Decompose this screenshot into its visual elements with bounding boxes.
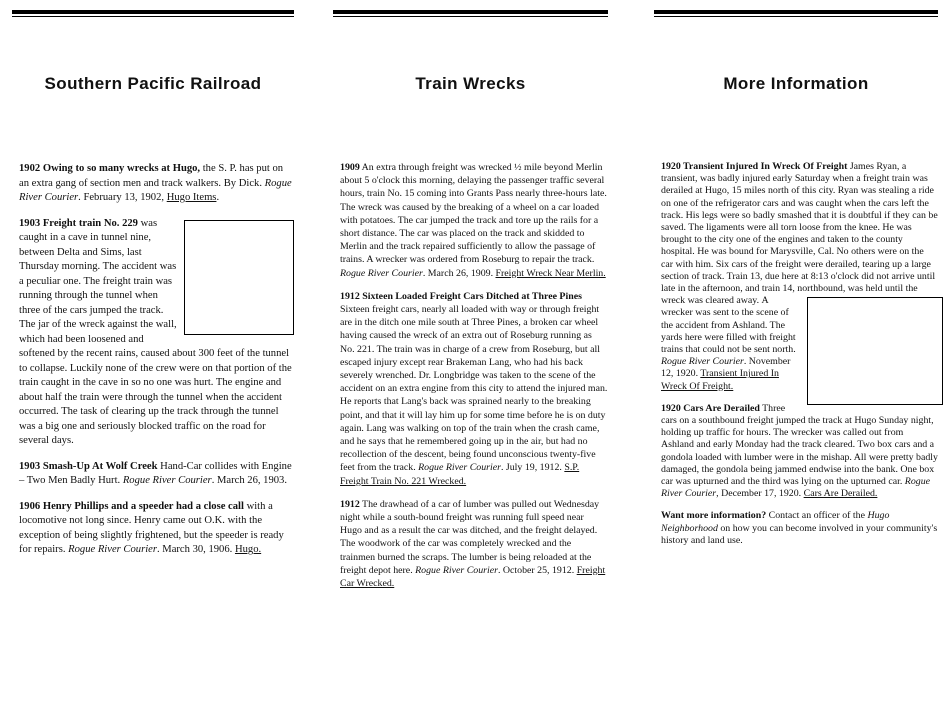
article-text: A wrecker was sent to the scene of the accident from Ashland. The yards here were filled with freight trains that could not be sent north. [661,295,796,356]
article-1906 [19,500,294,558]
column-body [340,161,608,600]
top-rule-thick [12,10,294,14]
article-source: Rogue River Courier [122,475,212,486]
article-lead: 1912 [340,498,360,510]
column-heading: Train Wrecks [415,74,526,93]
article-text: was caught in a cave in tunnel nine, between Delta and Sims, last Thursday morning. The accident was a peculiar one. The freight train was running through the tunnel when three of the cars jumped the track. The jar of the wreck against the wall, which had been loosened and softened by the recent rains, caused about 300 feet of the tunnel to collapse. Luckily none of the crew were on that portion of the train caught in the cave in so no one was hurt. The engine and about half the train were through the tunnel when the accident occurred. The task of clearing up the track through the tunnel was a big one and seriously blocked traffic on the road for several days. [19,217,292,446]
article-text: James Ryan, a transient, was badly injured early Saturday when a freight train was derailed at Hugo, 15 miles north of this city. Ryan was stealing a ride on one of the refrigerator cars and was caught when the cars left the track. His legs were so badly smashed that it is doubtful if they can be saved. The ligaments were all torn loose from the knee. He was brought to the city one of the engines and taken to the county hospital. He was bound for Marysville, Cal. No others were on the car with him. Six cars of the freight were derailed, tearing up a large section of track. Train 13, due here at 8:13 o'clock did not arrive until late in the afternoon, and train 14, northbound, was held until the wreck was cleared away. [661,161,938,307]
article-source: Rogue River Courier [418,462,501,474]
article-source: Rogue River Courier [661,356,744,368]
article-1912-three-pines [340,290,608,488]
article-text: The drawhead of a car of lumber was pulled out Wednesday night while a south-bound freight was running full speed near Hugo and as a result the car was ditched, and the freight delayed. The woodwork of the car was completely wrecked and the trainmen burned the scraps. The lumber is being reloaded at the freight depot here. [340,498,600,576]
article-lead: 1912 Sixteen Loaded Freight Cars Ditched at Three Pines [340,290,582,302]
article-date: . October 25, 1912. [497,564,577,576]
top-rule-thin [12,16,294,17]
article-text: Hand-Car collides with Engine – Two Men Badly Hurt. [19,460,292,486]
article-source: Rogue River Courier [68,544,157,555]
article-citation-link[interactable]: Cars Are Derailed. [803,488,878,500]
article-text: the S. P. has put on an extra gang of section men and track walkers. By Dick. [19,163,284,189]
more-info-paragraph [661,510,938,547]
article-date: , December 17, 1920. [716,488,804,500]
article-date: . July 19, 1912. [500,462,565,474]
column-body [661,161,938,557]
article-text: Three cars on a southbound freight jumped the track at Hugo Sunday night, holding up traffic for hours. The wrecker was called out from Ashland and early Monday had the track cleared. Two box cars and a gondola loaded with lumber were in the mishap. All were pretty badly damaged, the gondola being jammed endwise into the bank. One box car was upturned and the third was lying on the upturned car. [661,402,938,488]
column-heading: More Information [723,74,869,93]
article-lead: 1920 Cars Are Derailed [661,402,760,414]
article-source: Rogue River Courier [661,476,931,500]
article-citation-link[interactable]: Freight Wreck Near Merlin. [495,267,606,279]
article-lead: 1903 Smash-Up At Wolf Creek [19,460,158,472]
article-end: . [216,192,220,203]
article-lead: 1906 Henry Phillips and a speeder had a close call [19,500,244,512]
top-rule-thin [333,16,608,17]
article-lead: 1903 Freight train No. 229 [19,217,138,229]
photo-placeholder [807,297,943,405]
column-more-information [654,10,938,546]
column-southern-pacific [12,10,294,555]
article-date: . February 13, 1902, [78,192,167,203]
article-citation-link[interactable]: Freight Car Wrecked. [340,564,606,590]
article-1903-smash-up [19,460,294,489]
article-1920-derailed [661,403,938,501]
article-citation-link[interactable]: Transient Injured In Wreck Of Freight. [661,368,779,392]
top-rule-thick [654,10,938,14]
more-info-text: on how you can become involved in your community's history and land use. [661,522,938,546]
column-body [19,162,294,569]
article-citation-link[interactable]: Hugo Items [166,192,217,203]
article-citation-link[interactable]: Hugo. [234,544,262,555]
more-info-lead: Want more information? [661,510,767,522]
article-citation-link[interactable]: S.P. Freight Train No. 221 Wrecked. [340,462,580,487]
article-text: Sixteen freight cars, nearly all loaded with way or through freight are in the ditch one mile south at Three Pines, a broken car wheel having caused the wreck of an extra out of Roseburg running as No. 221. The train was in charge of a crew from Roseburg, but all escaped injury except rear Brakeman Lang, who had his back severely wrenched. Dr. Longbridge was taken to the scene of the accident on an extra engine from this city to attend the injured man. He reports that Lang's back was sprained nearly to the breaking point, and that it will lay him up for some time before he is on duty again. Lang was walking on top of the train when the crash came, and he says that he remembered going up in the air, but had no recollection of the descent, being found unconscious twenty-five feet from the track. [340,304,608,474]
article-date: . November 12, 1920. [661,356,791,380]
column-heading: Southern Pacific Railroad [44,74,262,93]
article-1912-lumber [340,498,608,590]
article-source: Rogue River Courier [415,564,498,576]
column-train-wrecks [333,10,608,590]
article-date: . March 30, 1906. [156,544,235,555]
article-1902 [19,162,294,206]
article-source: Rogue River Courier [340,267,423,279]
article-date: . March 26, 1909. [422,267,496,279]
article-text: with a locomotive not long since. Henry came out O.K. with the exception of being slightly frightened, but the speeder is ready for repairs. [19,500,284,555]
top-rule-thin [654,16,938,17]
article-date: . March 26, 1903. [211,475,288,486]
article-lead: 1909 [340,162,360,173]
photo-placeholder [184,220,294,335]
article-lead: 1902 Owing to so many wrecks at Hugo, [19,163,201,174]
article-lead: 1920 Transient Injured In Wreck Of Freight [661,161,848,172]
article-source: Rogue River Courier [19,177,292,203]
more-info-text: Contact an officer of the [766,510,868,522]
more-info-org: Hugo Neighborhood [661,510,890,534]
article-text: An extra through freight was wrecked ½ mile beyond Merlin about 5 o'clock this morning, delaying the passenger traffic several hours, train No. 15 coming into Grants Pass nearly three-hours late. The wreck was caused by the breaking of a wheel on a car loaded with potatoes. The car jumped the track and tore up the rails for a short distance. The car was placed on the track and skidded to Merlin and the track repaired sufficiently to allow the passage of trains. A wrecker was ordered from Roseburg to repair the track. [340,162,607,266]
article-1920-transient [661,161,938,393]
article-1909 [340,161,608,280]
top-rule-thick [333,10,608,14]
